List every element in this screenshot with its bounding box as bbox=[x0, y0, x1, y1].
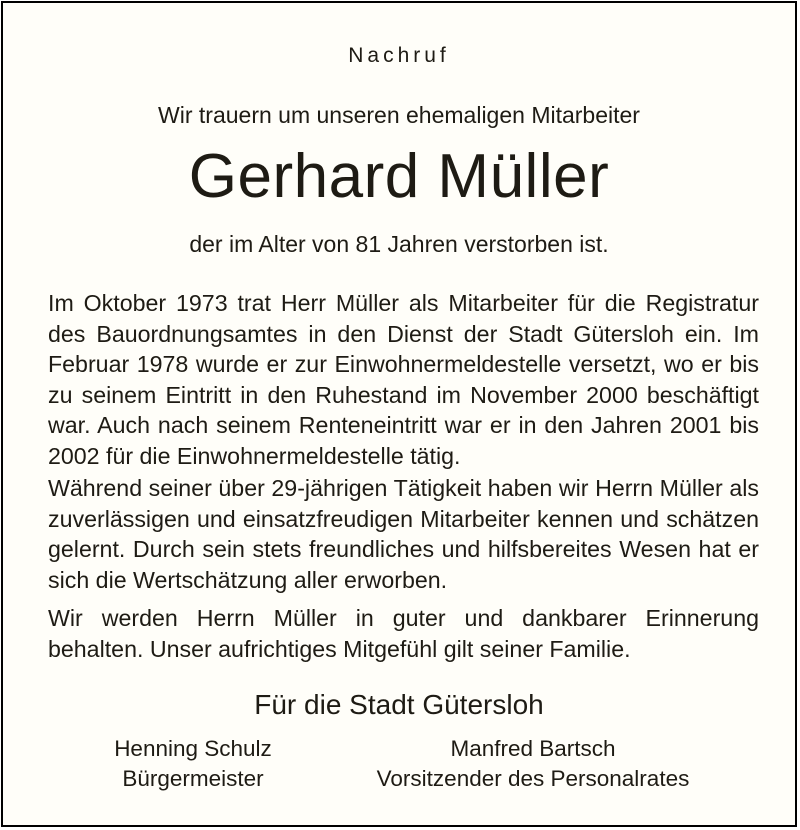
signatory-council bbox=[333, 734, 733, 794]
signatory-title: Bürgermeister bbox=[122, 766, 264, 791]
deceased-name: Gerhard Müller bbox=[188, 142, 610, 211]
closing-line: Für die Stadt Gütersloh bbox=[254, 689, 544, 720]
signatory-name: Henning Schulz bbox=[114, 736, 272, 761]
obituary-notice bbox=[1, 1, 797, 827]
age-line: der im Alter von 81 Jahren verstorben ist. bbox=[189, 231, 609, 257]
signatory-name: Manfred Bartsch bbox=[450, 736, 616, 761]
notice-label: Nachruf bbox=[348, 44, 450, 67]
body-paragraph-2: Während seiner über 29-jährigen Tätigkeit haben wir Herrn Müller als zuverlässigen und einsatzfreudigen Mitarbeiter kennen und schätzen gelernt. Durch sein stets freundliches und hilfsbereites Wesen hat er sich die Wertschätzung aller erworben. bbox=[48, 475, 759, 593]
signatory-title: Vorsitzender des Personalrates bbox=[376, 766, 690, 791]
signatory-mayor bbox=[63, 734, 323, 794]
body-paragraph-3: Wir werden Herrn Müller in guter und dankbarer Erinnerung behalten. Unser aufrichtiges Mitgefühl gilt seiner Familie. bbox=[48, 605, 759, 662]
intro-line: Wir trauern um unseren ehemaligen Mitarbeiter bbox=[158, 102, 640, 128]
body-paragraph-1: Im Oktober 1973 trat Herr Müller als Mitarbeiter für die Registratur des Bauordnungsamtes in den Dienst der Stadt Gütersloh ein. Im Februar 1978 wurde er zur Einwohnermeldestelle versetzt, wo er bis zu seinem Eintritt in den Ruhestand im November 2000 beschäftigt war. Auch nach seinem Renteneintritt war er in den Jahren 2001 bis 2002 für die Einwohnermeldestelle tätig. bbox=[48, 290, 759, 469]
